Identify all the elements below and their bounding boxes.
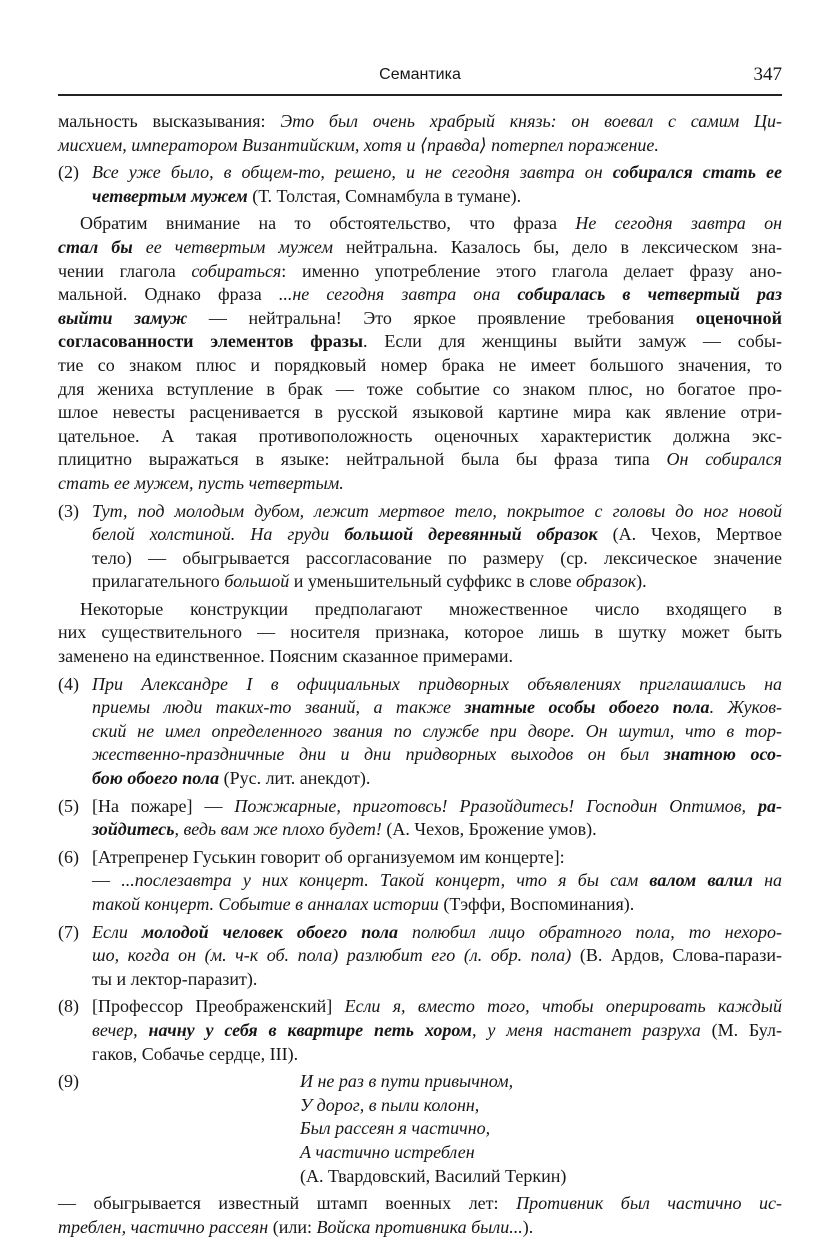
- text-line: [92, 743, 782, 767]
- text-segment: Некоторые конструкции предполагают множественное число входящего в: [80, 598, 782, 619]
- emphasis-segment: четвертым мужем: [92, 185, 248, 206]
- verse-example: [58, 1070, 782, 1188]
- text-line: [300, 1094, 782, 1118]
- text-line: [58, 378, 782, 402]
- text-line: [300, 1117, 782, 1141]
- paragraph-continuation: [58, 110, 782, 157]
- italic-segment: Это был очень храбрый князь: он воевал с самим Ци-: [280, 111, 782, 131]
- emphasis-segment: ра-: [758, 795, 782, 816]
- emphasis-segment: согласованности элементов фразы: [58, 331, 363, 352]
- text-segment: [Профессор Преображенский]: [92, 996, 345, 1017]
- emphasis-segment: знатные особы обоего пола: [464, 697, 710, 718]
- text-segment: — нейтральна! Это яркое проявление требования: [187, 307, 696, 328]
- text-line: [92, 523, 782, 547]
- text-line: [92, 570, 782, 594]
- text-line: [92, 921, 782, 945]
- text-segment: —: [92, 870, 122, 891]
- page-body: [58, 110, 782, 1239]
- text-line: [58, 354, 782, 378]
- text-segment: (А. Чехов, Брожение умов).: [381, 819, 597, 840]
- italic-segment: , ведь вам же плохо будет!: [174, 819, 382, 840]
- text-segment: них существительного — носителя признака, которое лишь в шутку может быть: [58, 622, 782, 643]
- emphasis-segment: валом валил: [649, 870, 753, 891]
- italic-segment: треблен, частично рассеян: [58, 1216, 269, 1237]
- italic-segment: ...не сегодня завтра она: [278, 284, 518, 305]
- text-line: [58, 212, 782, 236]
- text-line: [92, 1019, 782, 1043]
- italic-segment: У дорог, в пыли колонн,: [300, 1094, 480, 1115]
- numbered-example: [58, 673, 782, 791]
- text-segment: (Рус. лит. анекдот).: [219, 768, 371, 789]
- text-line: [300, 1070, 782, 1094]
- text-segment: плицитно выражаться в языке: нейтральной была бы фраза типа: [58, 449, 667, 470]
- italic-segment: полюбил лицо обратного пола, то нехоро-: [398, 921, 782, 942]
- italic-segment: большой: [224, 571, 290, 592]
- italic-segment: А частично истреблен: [300, 1141, 475, 1162]
- text-line: [58, 621, 782, 645]
- text-line: [92, 869, 782, 893]
- text-line: [92, 795, 782, 819]
- italic-segment: стать ее мужем, пусть четвертым.: [58, 472, 344, 493]
- italic-segment: вечер,: [92, 1019, 149, 1040]
- emphasis-segment: собирался стать ее: [612, 162, 782, 183]
- text-line: [92, 696, 782, 720]
- italic-segment: приемы люди таких-то званий, а также: [92, 697, 465, 718]
- example-number: (9): [58, 1071, 79, 1092]
- italic-segment: такой концерт. Событие в анналах истории: [92, 894, 439, 914]
- text-segment: тело) — обыгрывается рассогласование по размеру (ср. лексическое значение: [92, 547, 782, 568]
- italic-segment: Пожжарные, приготовсь! Рразойдитесь! Господин Оптимов,: [234, 795, 758, 816]
- text-line: [58, 307, 782, 331]
- text-line: [58, 472, 782, 496]
- paragraph: [58, 212, 782, 495]
- text-segment: ).: [522, 1216, 534, 1237]
- text-segment: (В. Ардов, Слова-парази-: [571, 945, 782, 966]
- emphasis-segment: зойдитесь: [92, 819, 175, 840]
- text-line: [92, 893, 782, 917]
- text-segment: прилагательного: [92, 571, 225, 592]
- italic-segment: Если: [92, 921, 142, 942]
- text-line: [58, 448, 782, 472]
- text-line: [58, 134, 782, 158]
- text-line: [92, 995, 782, 1019]
- text-line: [92, 944, 782, 968]
- text-segment: (Тэффи, Воспоминания).: [438, 894, 635, 914]
- italic-segment: . Жуков-: [709, 697, 783, 718]
- running-header: [58, 64, 782, 96]
- italic-segment: Он собирался: [666, 449, 782, 470]
- italic-segment: образок: [576, 571, 637, 592]
- emphasis-segment: собиралась в четвертый раз: [517, 284, 782, 305]
- paragraph-continuation: [58, 1192, 782, 1239]
- italic-segment: И не раз в пути привычном,: [300, 1071, 514, 1092]
- emphasis-segment: молодой человек обоего пола: [141, 921, 399, 942]
- italic-segment: , у меня настанет разруха: [472, 1019, 701, 1040]
- italic-segment: Все уже было, в общем-то, решено, и не сегодня завтра он: [92, 162, 613, 183]
- text-line: [58, 1192, 782, 1216]
- italic-segment: ее четвертым мужем: [132, 236, 333, 257]
- text-segment: (А. Чехов, Мертвое: [597, 524, 782, 545]
- text-segment: тие со знаком плюс и порядковый номер брака не имеет большого значения, то: [58, 354, 782, 375]
- emphasis-segment: начну у себя в квартире петь хором: [148, 1019, 473, 1040]
- paragraph: [58, 598, 782, 669]
- text-line: [58, 598, 782, 622]
- text-line: [92, 846, 782, 870]
- text-segment: ).: [636, 571, 647, 592]
- example-number: (2): [58, 162, 79, 183]
- italic-segment: Если я, вместо того, чтобы оперировать каждый: [344, 996, 782, 1017]
- text-line: [58, 260, 782, 284]
- text-line: [58, 110, 782, 134]
- text-segment: мальность высказывания:: [58, 111, 281, 131]
- italic-segment: мисхием, императором Византийским, хотя и ⟨правда⟩ потерпел поражение.: [58, 134, 659, 155]
- text-segment: (М. Бул-: [700, 1019, 782, 1040]
- example-number: (8): [58, 996, 79, 1017]
- numbered-example: [58, 795, 782, 842]
- text-line: [58, 401, 782, 425]
- text-line: [300, 1165, 782, 1189]
- italic-segment: Не сегодня завтра он: [575, 213, 782, 234]
- text-line: [92, 500, 782, 524]
- text-segment: мальной. Однако фраза: [58, 284, 279, 305]
- italic-segment: на: [752, 870, 783, 891]
- italic-segment: белой холстиной. На груди: [92, 524, 345, 545]
- text-line: [58, 283, 782, 307]
- text-segment: (Т. Толстая, Сомнамбула в тумане).: [247, 185, 522, 206]
- example-number: (3): [58, 500, 79, 521]
- text-line: [58, 645, 782, 669]
- numbered-example: [58, 846, 782, 917]
- text-segment: Обратим внимание на то обстоятельство, что фраза: [80, 213, 576, 234]
- italic-segment: собираться: [191, 260, 282, 281]
- running-title: Семантика: [379, 66, 461, 83]
- italic-segment: шо, когда он (м. ч-к об. пола) разлюбит его (л. обр. пола): [92, 945, 572, 966]
- text-line: [92, 818, 782, 842]
- example-number: (7): [58, 921, 79, 942]
- text-segment: ты и лектор-паразит).: [92, 968, 258, 989]
- text-segment: : именно употребление этого глагола делает фразу ано-: [281, 260, 782, 281]
- text-segment: нейтральна. Казалось бы, дело в лексическом зна-: [332, 236, 783, 257]
- numbered-example: [58, 921, 782, 992]
- text-segment: чении глагола: [58, 260, 192, 281]
- text-segment: для жениха вступление в брак — тоже событие со знаком плюс, но богатое про-: [58, 378, 782, 399]
- example-number: (5): [58, 795, 79, 816]
- text-line: [92, 968, 782, 992]
- text-segment: [Атрепренер Гуськин говорит об организуемом им концерте]:: [92, 846, 565, 867]
- italic-segment: Войска противника были...: [316, 1216, 523, 1237]
- numbered-example: [58, 995, 782, 1066]
- text-line: [300, 1141, 782, 1165]
- text-line: [92, 767, 782, 791]
- example-number: (4): [58, 673, 79, 694]
- page-number: 347: [753, 64, 782, 85]
- text-line: [92, 673, 782, 697]
- text-segment: (или:: [268, 1216, 317, 1237]
- emphasis-segment: большой деревянный образок: [344, 524, 598, 545]
- italic-segment: Противник был частично ис-: [516, 1193, 783, 1214]
- text-segment: и уменьшительный суффикс в слове: [289, 571, 577, 592]
- text-line: [58, 330, 782, 354]
- italic-segment: Был рассеян я частично,: [300, 1118, 491, 1139]
- numbered-example: [58, 161, 782, 208]
- text-line: [92, 185, 782, 209]
- emphasis-segment: бою обоего пола: [92, 768, 220, 789]
- text-segment: [На пожаре] —: [92, 795, 235, 816]
- text-segment: (А. Твардовский, Василий Теркин): [300, 1165, 567, 1186]
- text-line: [92, 720, 782, 744]
- numbered-example: [58, 500, 782, 594]
- italic-segment: Тут, под молодым дубом, лежит мертвое тело, покрытое с головы до ног новой: [92, 500, 782, 521]
- text-segment: шлое невесты расценивается в русской языковой картине мира как явление отри-: [58, 402, 782, 423]
- italic-segment: ский не имел определенного звания по службе при дворе. Он шутил, что в тор-: [92, 720, 782, 741]
- text-line: [58, 236, 782, 260]
- text-line: [58, 1216, 782, 1239]
- text-segment: — обыгрывается известный штамп военных лет:: [58, 1193, 517, 1214]
- text-segment: цательное. А такая противоположность оценочных характеристик должна экс-: [58, 425, 782, 446]
- example-number: (6): [58, 846, 79, 867]
- emphasis-segment: выйти замуж: [58, 307, 188, 328]
- text-line: [58, 425, 782, 449]
- text-segment: заменено на единственное. Поясним сказанное примерами.: [58, 646, 514, 667]
- emphasis-segment: оценочной: [695, 307, 782, 328]
- emphasis-segment: знатною осо-: [663, 744, 782, 765]
- text-segment: гаков, Собачье сердце, III).: [92, 1043, 299, 1064]
- emphasis-segment: стал бы: [58, 236, 133, 257]
- text-line: [92, 1043, 782, 1067]
- italic-segment: жественно-праздничные дни и дни придворных выходов он был: [92, 744, 664, 765]
- italic-segment: ...послезавтра у них концерт. Такой концерт, что я бы сам: [121, 870, 650, 891]
- text-line: [92, 547, 782, 571]
- text-segment: . Если для женщины выйти замуж — собы-: [363, 331, 782, 352]
- text-line: [92, 161, 782, 185]
- italic-segment: При Александре I в официальных придворных объявлениях приглашались на: [92, 673, 782, 694]
